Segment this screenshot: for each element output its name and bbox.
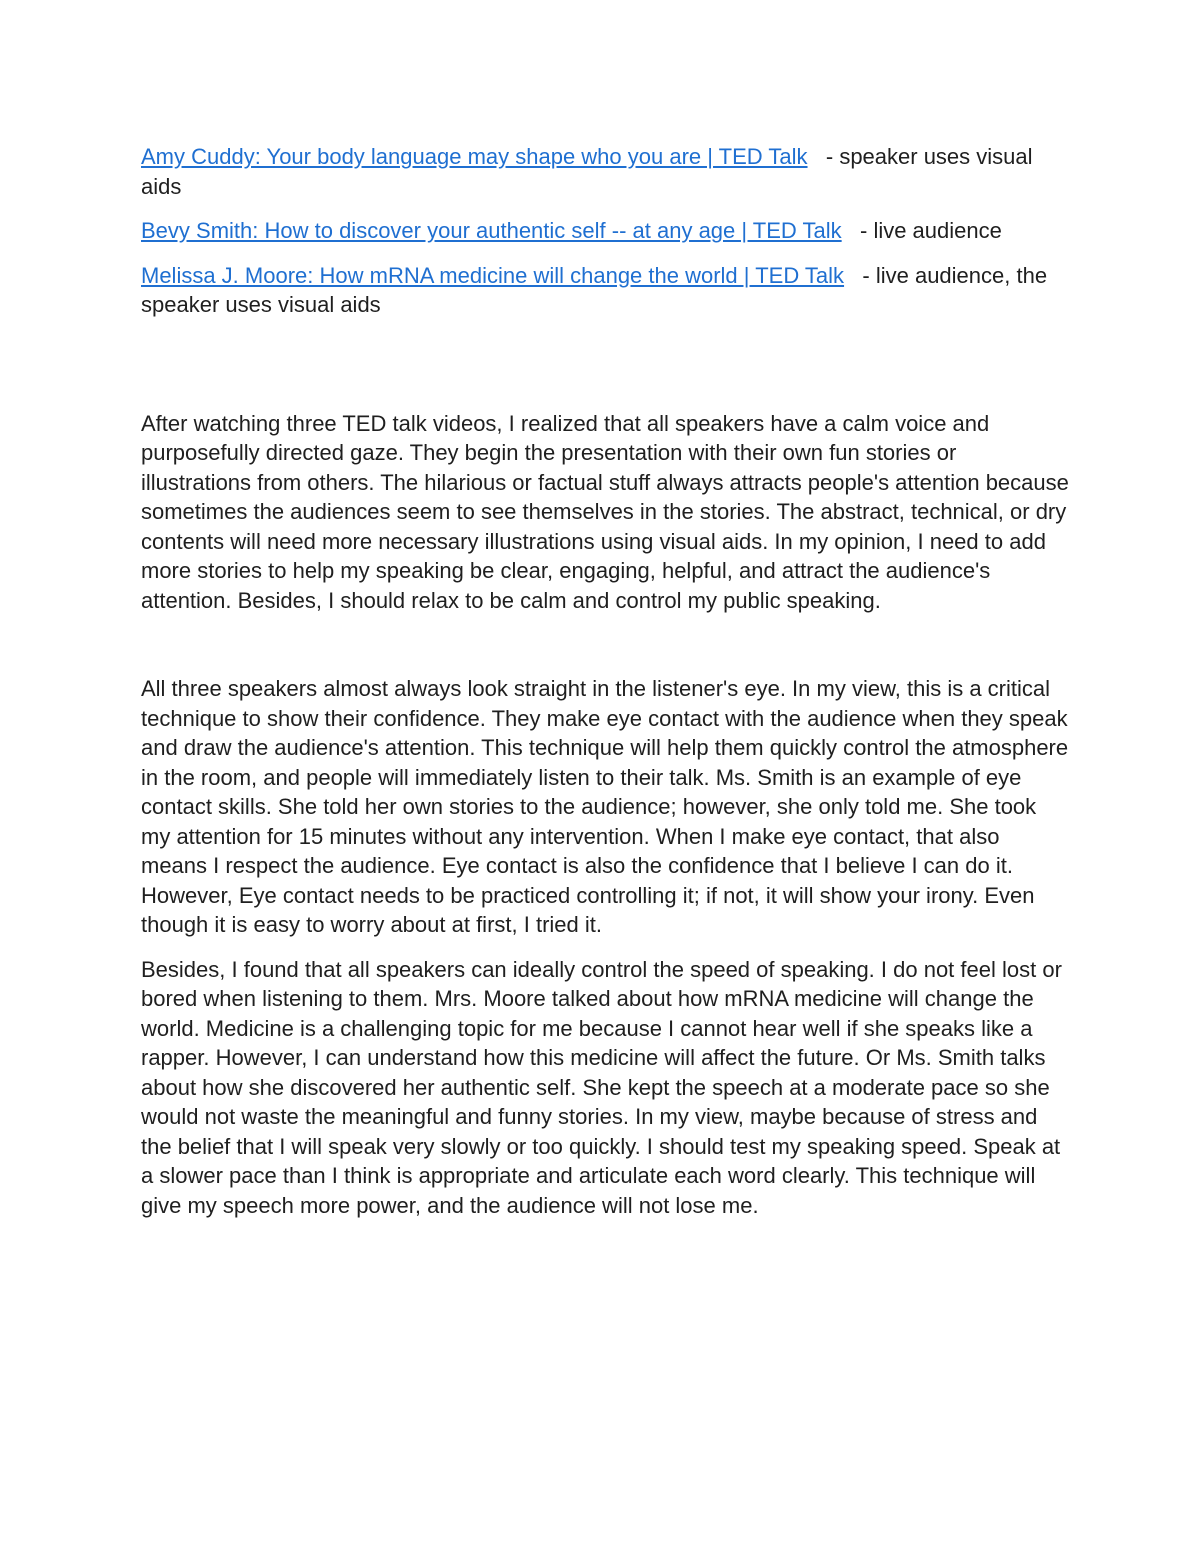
reference-note: - speaker uses visual aids xyxy=(141,144,1033,199)
body-paragraph: Besides, I found that all speakers can ideally control the speed of speaking. I do not feel lost or bored when listening to them. Mrs. Moore talked about how mRNA medicine will change the world. Medicine is a challenging topic for me because I cannot hear well if she speaks like a rapper. However, I can understand how this medicine will affect the future. Or Ms. Smith talks about how she discovered her authentic self. She kept the speech at a moderate pace so she would not waste the meaningful and funny stories. In my view, maybe because of stress and the belief that I will speak very slowly or too quickly. I should test my speaking speed. Speak at a slower pace than I think is appropriate and articulate each word clearly. This technique will give my speech more power, and the audience will not lose me. xyxy=(141,956,1062,1218)
reference-note: - live audience, the speaker uses visual aids xyxy=(141,262,1048,317)
body-paragraph: All three speakers almost always look straight in the listener's eye. In my view, this is a critical technique to show their confidence. They make eye contact with the audience when they speak and draw the audience's attention. This technique will help them quickly control the atmosphere in the room, and people will immediately listen to their talk. Ms. Smith is an example of eye contact skills. She told her own stories to the audience; however, she only told me. She took my attention for 15 minutes without any intervention. When I make eye contact, that also means I respect the audience. Eye contact is also the confidence that I believe I can do it. However, Eye contact needs to be practiced controlling it; if not, it will show your irony. Even though it is easy to worry about at first, I tried it. xyxy=(141,676,1069,937)
body-paragraph: After watching three TED talk videos, I realized that all speakers have a calm voice and purposefully directed gaze. They begin the presentation with their own fun stories or illustrations from others. The hilarious or factual stuff always attracts people's attention because sometimes the audiences seem to see themselves in the stories. The abstract, technical, or dry contents will need more necessary illustrations using visual aids. In my opinion, I need to add more stories to help my speaking be clear, engaging, helpful, and attract the audience's attention. Besides, I should relax to be calm and control my public speaking. xyxy=(141,410,1069,613)
reference-note: - live audience xyxy=(860,218,1002,243)
reference-amy-cuddy xyxy=(141,142,1071,201)
reference-melissa-moore xyxy=(141,261,1071,320)
reference-bevy-smith xyxy=(141,216,1071,246)
document-page xyxy=(141,142,1071,1220)
link-bevy-smith-talk[interactable]: Bevy Smith: How to discover your authentic self -- at any age | TED Talk xyxy=(141,218,842,243)
link-melissa-moore-talk[interactable]: Melissa J. Moore: How mRNA medicine will change the world | TED Talk xyxy=(141,262,845,288)
link-amy-cuddy-talk[interactable]: Amy Cuddy: Your body language may shape who you are | TED Talk xyxy=(141,144,808,169)
